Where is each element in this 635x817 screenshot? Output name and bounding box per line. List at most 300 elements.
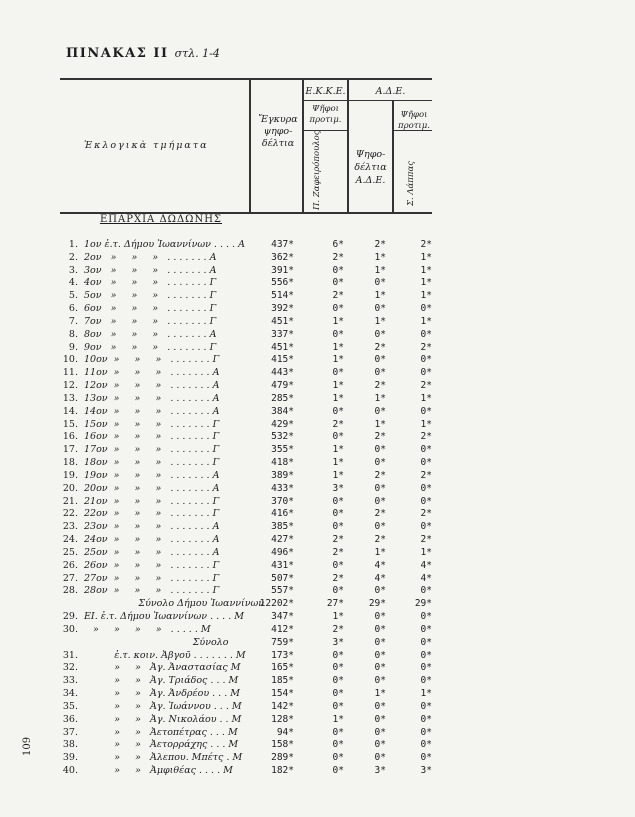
row-label: 20ον » » » . . . . . . . Α [84,482,220,494]
row-label: 23ον » » » . . . . . . . Α [84,521,220,533]
row-number: 27. [62,572,78,584]
ade-pref-value: 0* [420,649,432,661]
ade-ballots-value: 2* [374,341,386,353]
header-ade-ballots-1: Ψηφο- [355,149,386,160]
header-ade-pref-2: προτιμ. [398,121,430,131]
ade-ballots-value: 0* [374,521,386,533]
row-label: 16ον » » » . . . . . . . Γ [84,431,220,443]
row-label: 1ον ἐ.τ. Δήμου Ἰωαννίνων . . . . Α [84,239,245,250]
ade-ballots-value: 0* [374,457,386,469]
valid-ballots-value: 158* [271,739,294,751]
ekke-pref-value: 0* [332,405,344,417]
valid-ballots-value: 289* [271,752,294,764]
valid-ballots-value: 185* [271,675,294,687]
ade-ballots-value: 4* [374,559,386,571]
ade-pref-value: 1* [420,315,432,327]
ade-pref-value: 29* [414,598,432,610]
ekke-pref-value: 1* [332,611,344,623]
valid-ballots-value: 142* [271,700,294,712]
ade-ballots-value: 1* [374,418,386,430]
row-number: 6. [68,303,78,315]
row-label: 7ον » » » . . . . . . . Γ [84,315,217,327]
ade-pref-value: 1* [420,392,432,404]
table-row [0,482,635,495]
ade-ballots-value: 0* [374,713,386,725]
ade-ballots-value: 0* [374,662,386,674]
ade-pref-value: 1* [420,546,432,558]
ekke-pref-value: 6* [332,239,344,250]
row-label: » » Ἀετορράχης . . . Μ [84,739,239,751]
ade-ballots-value: 1* [374,688,386,700]
valid-ballots-value: 429* [271,418,294,430]
row-number: 4. [68,277,78,289]
header-vline-1 [249,78,251,212]
valid-ballots-value: 173* [271,649,294,661]
ekke-pref-value: 0* [332,264,344,276]
ade-ballots-value: 0* [374,405,386,417]
ade-ballots-value: 1* [374,546,386,558]
ekke-pref-value: 0* [332,508,344,520]
ekke-pref-value: 2* [332,546,344,558]
ade-ballots-value: 1* [374,392,386,404]
ade-ballots-value: 0* [374,700,386,712]
row-label: 14ον » » » . . . . . . . Α [84,405,220,417]
valid-ballots-value: 759* [271,636,294,648]
row-label: » » » » . . . . . Μ [84,623,211,635]
ekke-pref-value: 2* [332,251,344,263]
ade-pref-value: 0* [420,457,432,469]
row-label: » » Ἀγ. Τριάδος . . . Μ [84,675,239,687]
table-row [0,456,635,469]
ekke-pref-value: 3* [332,482,344,494]
table-row [0,661,635,674]
ade-pref-value: 1* [420,688,432,700]
ade-pref-value: 0* [420,700,432,712]
valid-ballots-value: 94* [276,726,294,738]
header-sections-label: Ἐκλογικὰ τμήματα [84,140,209,151]
ade-pref-value: 0* [420,726,432,738]
valid-ballots-value: 392* [271,303,294,315]
header-valid-line-3: δέλτια [261,138,295,149]
table-row [0,533,635,546]
row-number: 30. [62,623,78,635]
row-number: 24. [62,534,78,546]
ade-ballots-value: 0* [374,328,386,340]
ekke-pref-value: 2* [332,623,344,635]
row-label: 27ον » » » . . . . . . . Γ [84,572,220,584]
row-label: 18ον » » » . . . . . . . Γ [84,457,220,469]
row-label: 22ον » » » . . . . . . . Γ [84,508,220,520]
valid-ballots-value: 443* [271,367,294,379]
ade-pref-value: 2* [420,341,432,353]
ade-ballots-value: 1* [374,290,386,302]
table-row [0,276,635,289]
ekke-pref-value: 0* [332,585,344,597]
row-number: 32. [62,662,78,674]
ade-ballots-value: 2* [374,239,386,250]
row-number: 18. [62,457,78,469]
row-number: 1. [68,239,78,250]
valid-ballots-value: 355* [271,444,294,456]
ade-ballots-value: 2* [374,534,386,546]
table-row [0,430,635,443]
ekke-pref-value: 0* [332,495,344,507]
valid-ballots-value: 418* [271,457,294,469]
row-label: » » Ἀγ. Νικολάου . . Μ [84,713,242,725]
header-valid-line-2: ψηφο- [263,126,293,137]
row-number: 34. [62,688,78,700]
row-label: ἐ.τ. κοιν. Ἀβγοῦ . . . . . . . Μ [84,649,246,661]
row-label: ΕΙ. ἐ.τ. Δήμου Ἰωαννίνων . . . . Μ [84,611,244,623]
ade-pref-value: 2* [420,380,432,392]
ade-pref-value: 0* [420,482,432,494]
ade-pref-value: 0* [420,521,432,533]
row-label: 28ον » » » . . . . . . . Γ [84,585,220,597]
header-vline-2 [302,78,304,212]
row-number: 37. [62,726,78,738]
ekke-pref-value: 0* [332,726,344,738]
table-row [0,315,635,328]
ade-ballots-value: 2* [374,508,386,520]
header-ade-candidate: Σ. Λάππας [406,161,416,206]
ade-ballots-value: 1* [374,315,386,327]
ekke-pref-value: 0* [332,675,344,687]
row-label: 12ον » » » . . . . . . . Α [84,380,220,392]
table-row [0,726,635,739]
row-number: 3. [68,264,78,276]
ekke-pref-value: 0* [332,328,344,340]
ekke-pref-value: 1* [332,341,344,353]
ade-pref-value: 1* [420,264,432,276]
table-row [0,520,635,533]
row-number: 28. [62,585,78,597]
ekke-pref-value: 1* [332,713,344,725]
valid-ballots-value: 427* [271,534,294,546]
row-label: 10ον » » » . . . . . . . Γ [84,354,220,366]
table-row [0,405,635,418]
row-number: 22. [62,508,78,520]
ade-ballots-value: 0* [374,482,386,494]
row-number: 23. [62,521,78,533]
row-number: 5. [68,290,78,302]
ade-ballots-value: 0* [374,649,386,661]
ade-pref-value: 1* [420,251,432,263]
row-number: 33. [62,675,78,687]
table-row [0,392,635,405]
row-label: 21ον » » » . . . . . . . Γ [84,495,220,507]
row-label: Σύνολο [84,636,229,648]
ade-ballots-value: 0* [374,675,386,687]
ekke-pref-value: 1* [332,315,344,327]
ekke-pref-value: 2* [332,290,344,302]
ade-pref-value: 0* [420,611,432,623]
ekke-pref-value: 1* [332,354,344,366]
valid-ballots-value: 496* [271,546,294,558]
valid-ballots-value: 285* [271,392,294,404]
row-label: 15ον » » » . . . . . . . Γ [84,418,220,430]
valid-ballots-value: 370* [271,495,294,507]
ade-ballots-value: 0* [374,367,386,379]
row-label: » » Ἀλεπoυ. Μπέτς . Μ [84,752,243,764]
ade-ballots-value: 0* [374,611,386,623]
ade-pref-value: 0* [420,585,432,597]
row-label: 9ον » » » . . . . . . . Γ [84,341,217,353]
row-number: 9. [68,341,78,353]
ade-pref-value: 0* [420,495,432,507]
header-top-rule [60,78,432,80]
ade-ballots-value: 0* [374,739,386,751]
row-number: 38. [62,739,78,751]
row-number: 15. [62,418,78,430]
ekke-pref-value: 0* [332,649,344,661]
table-row [0,700,635,713]
ekke-pref-value: 1* [332,457,344,469]
table-row [0,507,635,520]
ekke-pref-value: 2* [332,534,344,546]
ade-ballots-value: 0* [374,752,386,764]
row-number: 17. [62,444,78,456]
row-label: 5ον » » » . . . . . . . Γ [84,290,217,302]
header-ade-pref [394,110,434,132]
ade-pref-value: 0* [420,354,432,366]
table-row [0,418,635,431]
ekke-pref-value: 1* [332,380,344,392]
valid-ballots-value: 128* [271,713,294,725]
table-row [0,495,635,508]
ade-pref-value: 1* [420,290,432,302]
title-main: ΠΙΝΑΚΑΣ ΙΙ [66,46,169,61]
row-label: » » Ἀμφιθέας . . . . Μ [84,765,233,777]
valid-ballots-value: 556* [271,277,294,289]
valid-ballots-value: 415* [271,354,294,366]
row-number: 29. [62,611,78,623]
header-pref-rule [302,130,347,131]
row-label: » » Ἀγ. Ἀνδρέου . . . Μ [84,688,240,700]
ade-ballots-value: 0* [374,636,386,648]
row-label: Σύνολο Δήμου Ἰωαννίνων [84,598,265,610]
ade-ballots-value: 2* [374,469,386,481]
table-row [0,597,635,610]
valid-ballots-value: 12202* [259,598,294,610]
ade-ballots-value: 29* [368,598,386,610]
ekke-pref-value: 0* [332,367,344,379]
ade-pref-value: 0* [420,623,432,635]
table-row [0,379,635,392]
ade-pref-value: 0* [420,636,432,648]
table-row [0,251,635,264]
row-label: 2ον » » » . . . . . . . Α [84,251,217,263]
header-ekke-pref-1: Ψῆφοι [312,104,339,114]
ade-pref-value: 1* [420,277,432,289]
valid-ballots-value: 437* [271,239,294,250]
table-row [0,264,635,277]
row-label: 26ον » » » . . . . . . . Γ [84,559,220,571]
row-label: 25ον » » » . . . . . . . Α [84,546,220,558]
header-valid-line-1: Ἔγκυρα [258,114,298,125]
row-label: 24ον » » » . . . . . . . Α [84,534,220,546]
ade-ballots-value: 0* [374,495,386,507]
table-row [0,636,635,649]
row-number: 20. [62,482,78,494]
row-label: » » Ἀγ. Ἰωάννου . . . Μ [84,700,242,712]
table-row [0,674,635,687]
ade-ballots-value: 0* [374,303,386,315]
ekke-pref-value: 0* [332,688,344,700]
ade-pref-value: 3* [420,765,432,777]
header-party-rule [302,100,432,101]
ade-pref-value: 0* [420,675,432,687]
table-row [0,687,635,700]
valid-ballots-value: 389* [271,469,294,481]
table-row [0,366,635,379]
valid-ballots-value: 416* [271,508,294,520]
ade-pref-value: 2* [420,239,432,250]
header-vline-3 [347,78,349,212]
table-row [0,713,635,726]
row-number: 11. [62,367,78,379]
valid-ballots-value: 385* [271,521,294,533]
ade-pref-value: 0* [420,444,432,456]
row-label: 6ον » » » . . . . . . . Γ [84,303,217,315]
ade-ballots-value: 0* [374,585,386,597]
valid-ballots-value: 337* [271,328,294,340]
ade-pref-value: 0* [420,713,432,725]
row-number: 10. [62,354,78,366]
ekke-pref-value: 1* [332,444,344,456]
row-label: 3ον » » » . . . . . . . Α [84,264,217,276]
ade-pref-value: 0* [420,303,432,315]
row-number: 14. [62,405,78,417]
ekke-pref-value: 0* [332,559,344,571]
page-number: 109 [22,736,33,756]
ekke-pref-value: 0* [332,303,344,315]
ade-ballots-value: 0* [374,726,386,738]
row-number: 40. [62,765,78,777]
ade-ballots-value: 0* [374,277,386,289]
row-number: 2. [68,251,78,263]
table-row [0,623,635,636]
row-number: 36. [62,713,78,725]
table-row [0,751,635,764]
ade-ballots-value: 3* [374,765,386,777]
valid-ballots-value: 532* [271,431,294,443]
row-label: » » Ἀγ. Ἀναστασίας Μ [84,662,241,674]
header-ekke-candidate: Π. Ζαφειρόπουλος [312,130,322,210]
section-title [100,214,222,225]
ade-pref-value: 0* [420,739,432,751]
row-number: 13. [62,392,78,404]
ade-pref-value: 1* [420,418,432,430]
ekke-pref-value: 2* [332,572,344,584]
row-label: 4ον » » » . . . . . . . Γ [84,277,217,289]
ekke-pref-value: 0* [332,662,344,674]
table-row [0,738,635,751]
table-row [0,238,635,251]
header-ekke-pref [304,104,347,126]
table-row [0,302,635,315]
title-sub: στλ. 1-4 [174,47,220,60]
row-label: 19ον » » » . . . . . . . Α [84,469,220,481]
ade-pref-value: 2* [420,431,432,443]
row-number: 25. [62,546,78,558]
ekke-pref-value: 1* [332,469,344,481]
valid-ballots-value: 507* [271,572,294,584]
row-number: 35. [62,700,78,712]
valid-ballots-value: 514* [271,290,294,302]
ade-pref-value: 0* [420,405,432,417]
header-ekke-pref-2: προτιμ. [309,115,342,125]
ade-ballots-value: 2* [374,380,386,392]
table-row [0,328,635,341]
ekke-pref-value: 0* [332,739,344,751]
ade-pref-value: 0* [420,328,432,340]
table-row [0,341,635,354]
table-row [0,649,635,662]
table-row [0,289,635,302]
ade-pref-value: 0* [420,752,432,764]
ade-pref-value: 0* [420,367,432,379]
row-number: 7. [68,315,78,327]
row-number: 21. [62,495,78,507]
ade-ballots-value: 0* [374,354,386,366]
table-row [0,764,635,777]
row-number: 19. [62,469,78,481]
valid-ballots-value: 165* [271,662,294,674]
ekke-pref-value: 0* [332,277,344,289]
valid-ballots-value: 154* [271,688,294,700]
table-row [0,546,635,559]
ekke-pref-value: 1* [332,392,344,404]
row-label: 13ον » » » . . . . . . . Α [84,392,220,404]
valid-ballots-value: 182* [271,765,294,777]
header-ade-ballots [349,148,392,187]
ekke-pref-value: 2* [332,418,344,430]
row-number: 31. [62,649,78,661]
ekke-pref-value: 27* [326,598,344,610]
row-number: 12. [62,380,78,392]
valid-ballots-value: 451* [271,341,294,353]
table-row [0,353,635,366]
header-ekke: Ε.Κ.Κ.Ε. [305,86,346,97]
ekke-pref-value: 0* [332,700,344,712]
ade-ballots-value: 2* [374,431,386,443]
ade-ballots-value: 1* [374,264,386,276]
valid-ballots-value: 384* [271,405,294,417]
ade-pref-value: 2* [420,469,432,481]
header-valid-ballots [256,114,300,150]
row-number: 16. [62,431,78,443]
page-title [66,46,220,61]
table-row [0,559,635,572]
row-number: 39. [62,752,78,764]
section-title-text: ΕΠΑΡΧΙΑ ΔΩΔΩΝΗΣ [100,214,223,225]
row-label: 17ον » » » . . . . . . . Γ [84,444,220,456]
ade-pref-value: 0* [420,662,432,674]
ade-pref-value: 2* [420,508,432,520]
header-ade-pref-1: Ψῆφοι [400,110,428,120]
row-number: 26. [62,559,78,571]
table-row [0,572,635,585]
valid-ballots-value: 347* [271,611,294,623]
table-row [0,469,635,482]
ade-pref-value: 2* [420,534,432,546]
table-row [0,584,635,597]
valid-ballots-value: 391* [271,264,294,276]
ade-ballots-value: 0* [374,444,386,456]
header-ade-ballots-3: Α.Δ.Ε. [355,175,386,186]
ekke-pref-value: 0* [332,521,344,533]
ade-ballots-value: 1* [374,251,386,263]
